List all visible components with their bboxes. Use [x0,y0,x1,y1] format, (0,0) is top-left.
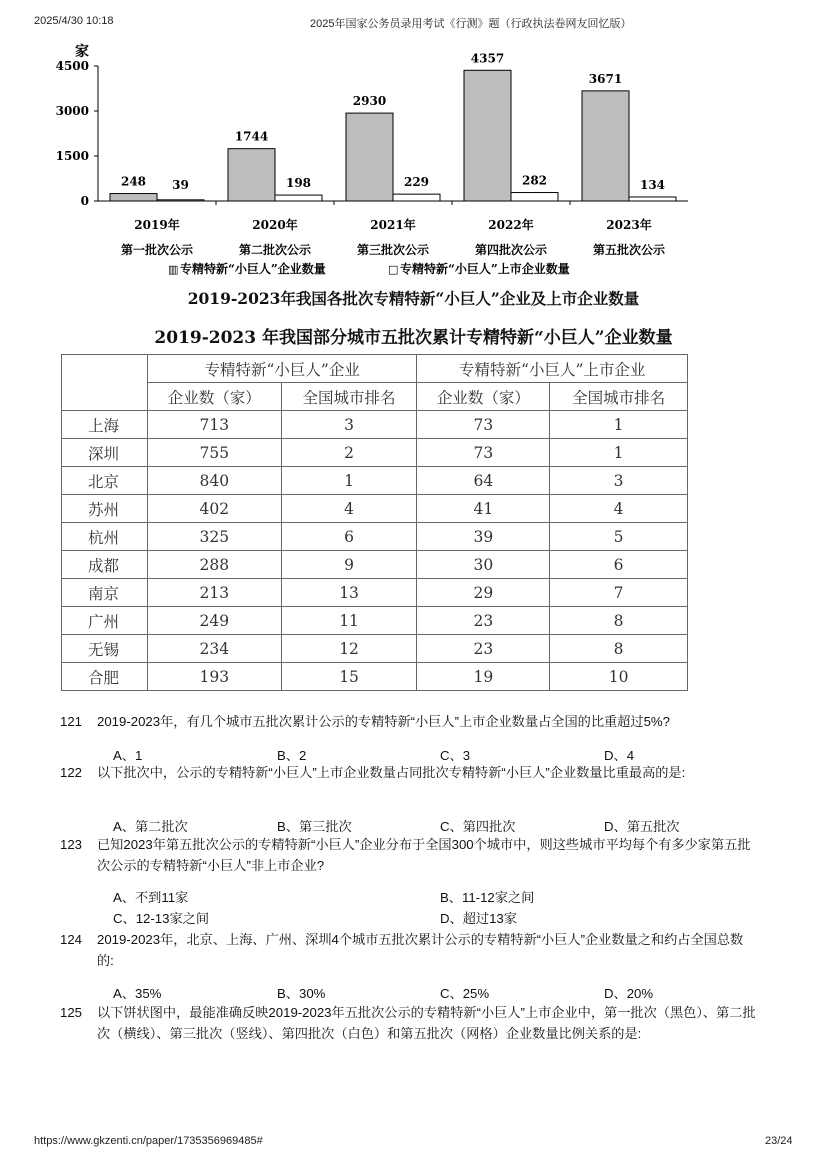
answer-option[interactable]: A、不到11家 [113,890,189,905]
y-tick-label: 4500 [55,59,89,73]
bar-enterprises [346,113,393,201]
question-125 [60,1002,760,1044]
answer-option[interactable]: A、35% [113,986,162,1001]
data-label: 3671 [588,71,623,86]
table-row [62,635,688,663]
data-label: 248 [120,174,147,189]
batch-label: 第四批次公示 [474,243,548,257]
value-cell: 4 [550,495,688,523]
corner-cell [62,355,148,411]
bar-listed [393,194,440,201]
question-stem: 已知2023年第五批次公示的专精特新“小巨人”企业分布于全国300个城市中，则这些城市平均每个有多少家第五批次公示的专精特新“小巨人”非上市企业? [97,837,751,873]
value-cell: 755 [147,439,281,467]
data-label: 1744 [234,129,269,144]
answer-option[interactable]: B、2 [277,748,307,763]
city-name-cell: 广州 [62,607,148,635]
data-label: 4357 [470,51,505,66]
question-stem: 以下批次中，公示的专精特新“小巨人”上市企业数量占同批次专精特新“小巨人”企业数量比重最高的是: [97,765,686,780]
value-cell: 5 [550,523,688,551]
chart-title: 2019-2023年我国各批次专精特新“小巨人”企业及上市企业数量 [187,289,640,308]
value-cell: 23 [417,635,550,663]
question-number: 124 [60,932,83,947]
value-cell: 13 [281,579,417,607]
value-cell: 1 [550,411,688,439]
header-doc-title: 2025年国家公务员录用考试《行测》题（行政执法卷网友回忆版） [310,18,632,30]
value-cell: 325 [147,523,281,551]
question-stem: 2019-2023年，有几个城市五批次累计公示的专精特新“小巨人”上市企业数量占全国的比重超过5%? [97,714,670,729]
batch-label: 第一批次公示 [120,243,194,257]
value-cell: 3 [281,411,417,439]
bar-listed [275,195,322,201]
data-label: 2930 [352,94,387,109]
question-124 [60,929,760,971]
answer-option[interactable]: C、25% [440,986,490,1001]
question-number: 125 [60,1005,83,1020]
bar-listed [157,200,204,201]
value-cell: 6 [281,523,417,551]
table-row [62,607,688,635]
value-cell: 7 [550,579,688,607]
sub-header: 企业数（家） [417,383,550,411]
question-stem: 以下饼状图中，最能准确反映2019-2023年五批次公示的专精特新“小巨人”上市企业中，第一批次（黑色）、第二批次（横线）、第三批次（竖线）、第四批次（白色）和第五批次（网格）企业数量比例关系的是: [97,1005,756,1041]
legend-marker: ▥ [168,263,179,276]
group-header: 专精特新“小巨人”上市企业 [417,355,688,383]
city-name-cell: 无锡 [62,635,148,663]
x-category-label: 2020年 [252,218,298,232]
header-datetime: 2025/4/30 10:18 [34,15,114,27]
value-cell: 4 [281,495,417,523]
chart-legend [168,261,570,276]
value-cell: 1 [281,467,417,495]
value-cell: 12 [281,635,417,663]
value-cell: 213 [147,579,281,607]
y-tick-label: 3000 [55,104,89,118]
value-cell: 840 [147,467,281,495]
x-category-label: 2019年 [134,218,180,232]
value-cell: 10 [550,663,688,691]
bar-enterprises [582,91,629,201]
bar-enterprises [228,149,275,201]
value-cell: 41 [417,495,550,523]
value-cell: 73 [417,411,550,439]
value-cell: 288 [147,551,281,579]
sub-header: 全国城市排名 [281,383,417,411]
table-body [62,411,688,691]
question-number: 123 [60,837,83,852]
x-category-label: 2021年 [370,218,416,232]
sub-header: 全国城市排名 [550,383,688,411]
footer-page-number: 23/24 [765,1135,793,1147]
question-number: 121 [60,714,83,729]
table-row [62,663,688,691]
value-cell: 8 [550,607,688,635]
table-title: 2019-2023 年我国部分城市五批次累计专精特新“小巨人”企业数量 [154,328,673,348]
x-category-label: 2022年 [488,218,534,232]
answer-option[interactable]: A、1 [113,748,143,763]
answer-option[interactable]: B、30% [277,986,326,1001]
question-123 [60,834,760,876]
value-cell: 9 [281,551,417,579]
answer-option[interactable]: B、11-12家之间 [440,890,535,905]
value-cell: 23 [417,607,550,635]
value-cell: 713 [147,411,281,439]
y-tick-label: 1500 [55,149,89,163]
value-cell: 2 [281,439,417,467]
city-name-cell: 深圳 [62,439,148,467]
value-cell: 19 [417,663,550,691]
city-table [61,354,688,691]
city-name-cell: 苏州 [62,495,148,523]
table-row [62,439,688,467]
data-label: 229 [403,175,430,190]
bar-listed [629,197,676,201]
city-name-cell: 南京 [62,579,148,607]
value-cell: 29 [417,579,550,607]
city-name-cell: 杭州 [62,523,148,551]
footer-url[interactable]: https://www.gkzenti.cn/paper/1735356969485# [34,1135,263,1147]
value-cell: 402 [147,495,281,523]
value-cell: 11 [281,607,417,635]
x-category-label: 2023年 [606,218,652,232]
answer-option[interactable]: D、超过13家 [440,911,517,926]
batch-label: 第二批次公示 [238,243,312,257]
value-cell: 73 [417,439,550,467]
table-row [62,579,688,607]
sub-header: 企业数（家） [147,383,281,411]
city-name-cell: 合肥 [62,663,148,691]
value-cell: 249 [147,607,281,635]
answer-option[interactable]: C、第四批次 [440,819,516,834]
bar-enterprises [110,194,157,201]
y-tick-label: 0 [80,194,89,208]
table-row [62,523,688,551]
value-cell: 3 [550,467,688,495]
bar-chart [0,0,827,285]
city-name-cell: 成都 [62,551,148,579]
answer-option[interactable]: C、3 [440,748,471,763]
bar-enterprises [464,70,511,201]
legend-label: 专精特新“小巨人”上市企业数量 [400,262,570,276]
group-header: 专精特新“小巨人”企业 [147,355,417,383]
table-row [62,467,688,495]
question-122 [60,762,760,783]
batch-label: 第三批次公示 [356,243,430,257]
question-number: 122 [60,765,83,780]
answer-option[interactable]: D、第五批次 [604,819,680,834]
value-cell: 6 [550,551,688,579]
value-cell: 64 [417,467,550,495]
value-cell: 193 [147,663,281,691]
value-cell: 39 [417,523,550,551]
chart-bars [110,70,676,201]
question-stem: 2019-2023年，北京、上海、广州、深圳4个城市五批次累计公示的专精特新“小巨人”企业数量之和约占全国总数的: [97,932,744,968]
value-cell: 30 [417,551,550,579]
table-row [62,411,688,439]
question-121 [60,711,760,732]
answer-option[interactable]: D、4 [604,748,635,763]
city-name-cell: 北京 [62,467,148,495]
data-label: 198 [285,176,312,191]
value-cell: 8 [550,635,688,663]
city-name-cell: 上海 [62,411,148,439]
value-cell: 1 [550,439,688,467]
answer-option[interactable]: D、20% [604,986,654,1001]
table-row [62,551,688,579]
data-label: 134 [639,177,666,192]
batch-label: 第五批次公示 [592,243,666,257]
bar-listed [511,193,558,201]
value-cell: 234 [147,635,281,663]
legend-label: 专精特新“小巨人”企业数量 [180,262,326,276]
data-label: 39 [172,178,189,192]
legend-marker: □ [388,263,399,276]
table-row [62,495,688,523]
answer-option[interactable]: B、第三批次 [277,819,352,834]
answer-option[interactable]: A、第二批次 [113,819,188,834]
data-label: 282 [521,173,548,188]
y-axis-unit: 家 [75,44,89,60]
value-cell: 15 [281,663,417,691]
answer-option[interactable]: C、12-13家之间 [113,911,210,926]
